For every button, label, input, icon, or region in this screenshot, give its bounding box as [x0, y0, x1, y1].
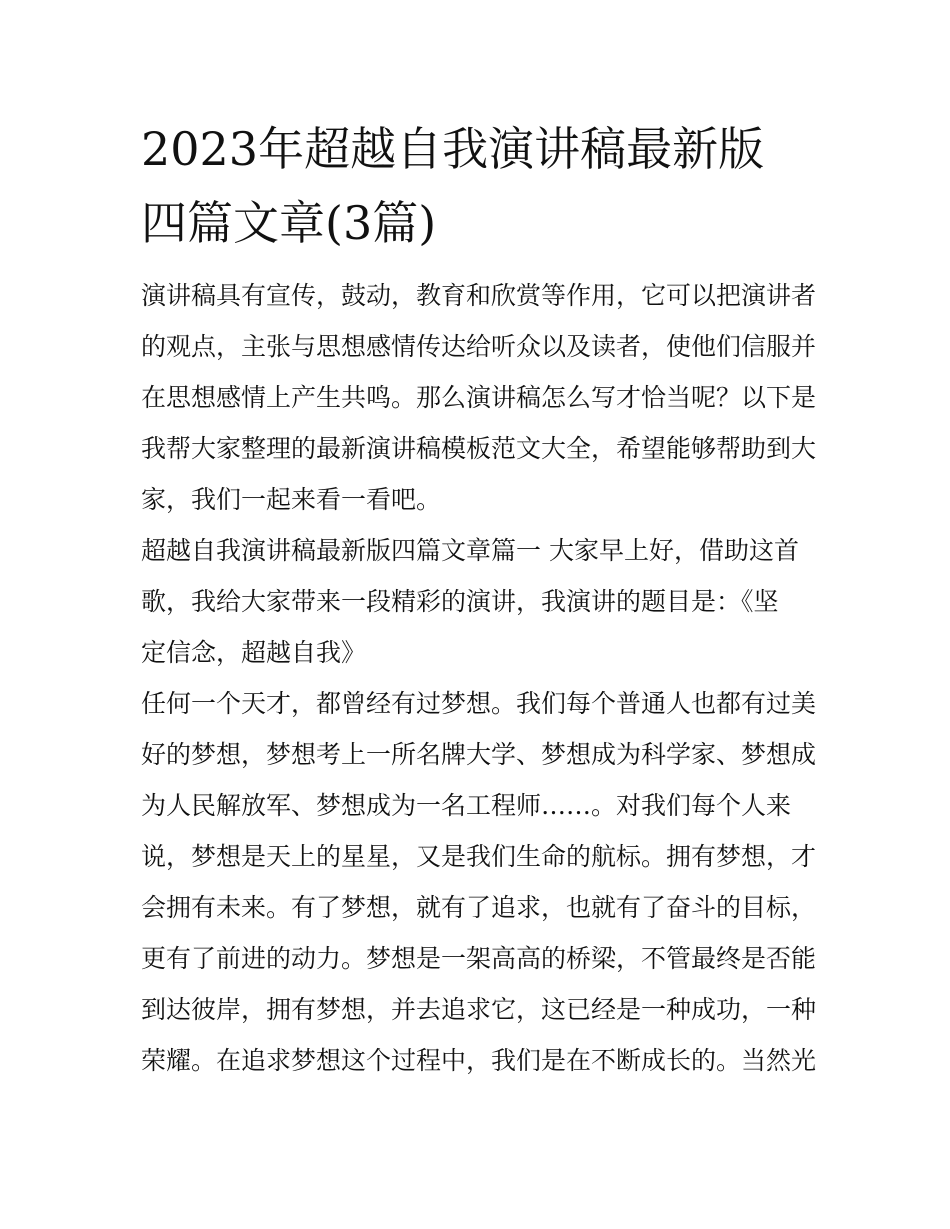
text-line: 的观点，主张与思想感情传达给听众以及读者，使他们信服并 — [141, 332, 817, 361]
text-line: 任何一个天才，都曾经有过梦想。我们每个普通人也都有过美 — [141, 689, 817, 718]
text-line: 在思想感情上产生共鸣。那么演讲稿怎么写才恰当呢？以下是 — [141, 383, 817, 412]
text-line: 为人民解放军、梦想成为一名工程师……。对我们每个人来 — [141, 791, 792, 820]
text-line: 定信念，超越自我》 — [141, 638, 367, 667]
text-line: 超越自我演讲稿最新版四篇文章篇一 大家早上好，借助这首 — [141, 536, 799, 565]
document-content — [141, 112, 817, 1086]
text-line: 荣耀。在追求梦想这个过程中，我们是在不断成长的。当然光 — [141, 1046, 817, 1075]
text-line: 到达彼岸，拥有梦想，并去追求它，这已经是一种成功，一种 — [141, 995, 817, 1024]
text-line: 我帮大家整理的最新演讲稿模板范文大全，希望能够帮助到大 — [141, 434, 817, 463]
text-line: 歌，我给大家带来一段精彩的演讲，我演讲的题目是：《坚 — [141, 587, 779, 616]
paragraph-opening — [141, 525, 813, 678]
text-line: 说，梦想是天上的星星，又是我们生命的航标。拥有梦想，才 — [141, 842, 817, 871]
text-line: 演讲稿具有宣传，鼓动，教育和欣赏等作用，它可以把演讲者 — [141, 281, 817, 310]
text-line: 会拥有未来。有了梦想，就有了追求，也就有了奋斗的目标， — [141, 893, 817, 922]
title-line-1: 2023年超越自我演讲稿最新版 — [141, 122, 765, 176]
paragraph-intro — [141, 270, 817, 525]
paragraph-body — [141, 678, 817, 1086]
page-title — [141, 112, 813, 260]
text-line: 好的梦想，梦想考上一所名牌大学、梦想成为科学家、梦想成 — [141, 740, 817, 769]
text-line: 家，我们一起来看一看吧。 — [141, 485, 442, 514]
title-line-2: 四篇文章(3篇) — [141, 196, 437, 250]
text-line: 更有了前进的动力。梦想是一架高高的桥梁，不管最终是否能 — [141, 944, 817, 973]
